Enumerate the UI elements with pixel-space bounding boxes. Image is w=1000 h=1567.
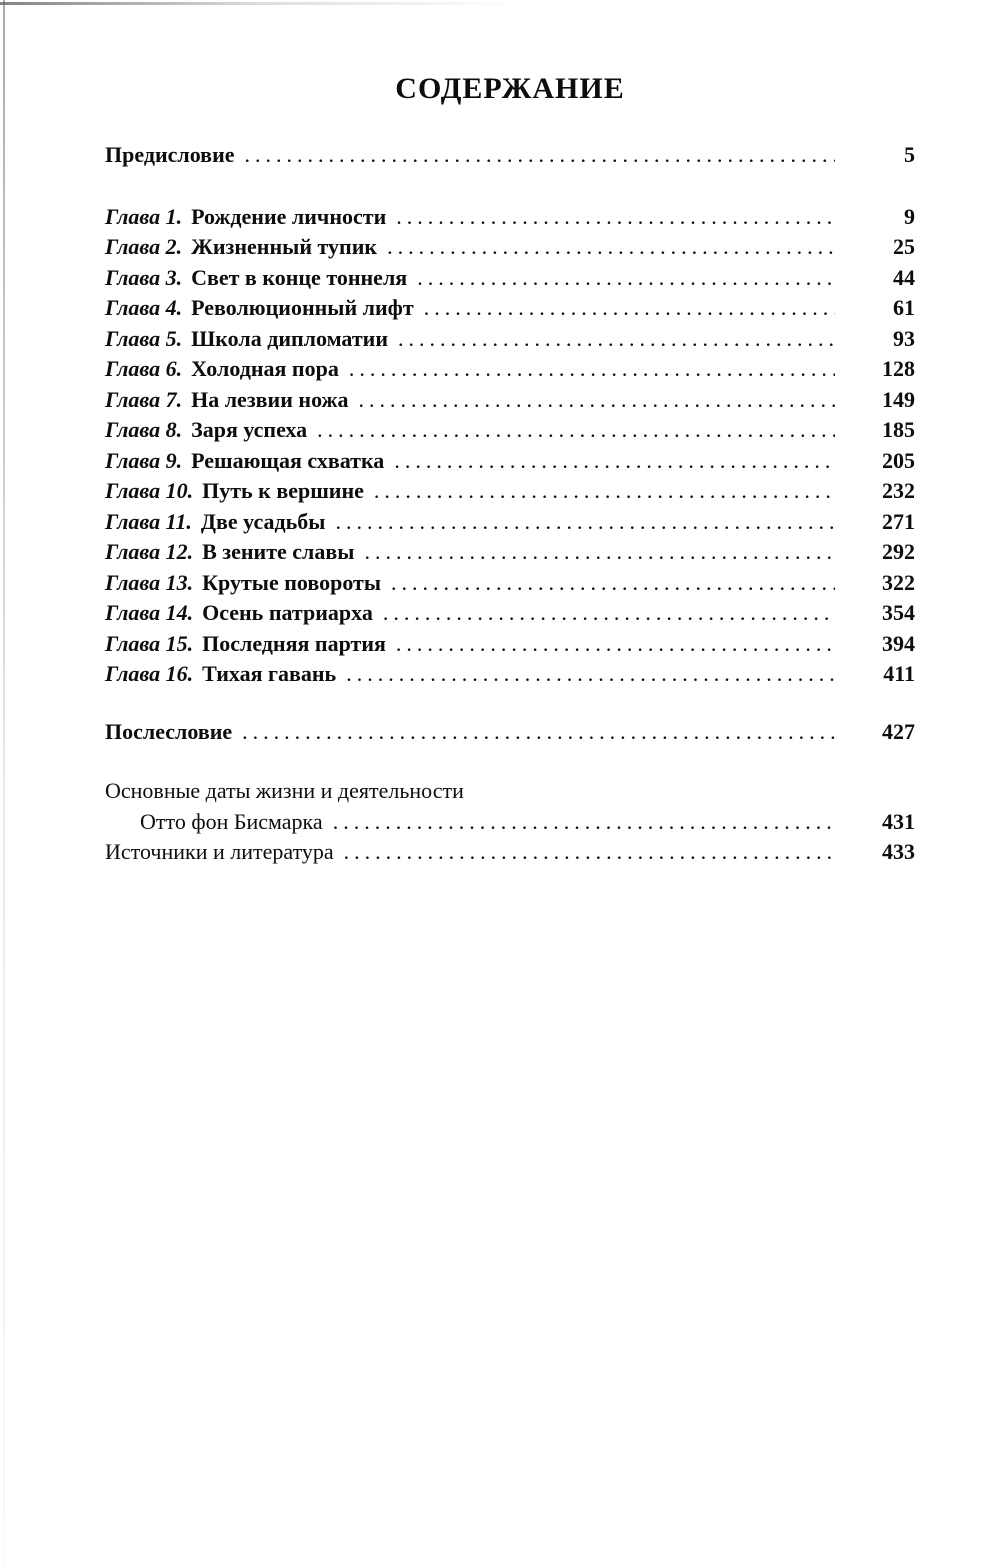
dot-leader (335, 507, 835, 538)
dot-leader (398, 324, 835, 355)
toc-preface-row (105, 140, 915, 171)
toc-chapter-row (105, 598, 915, 629)
chapter-title: Свет в конце тоннеля (191, 264, 408, 290)
dot-leader (317, 415, 835, 446)
page-number: 185 (882, 417, 915, 442)
toc-chapter-row (105, 568, 915, 599)
appendix-sources-label: Источники и литература (105, 839, 334, 864)
dot-leader (333, 807, 835, 838)
dot-leader (394, 446, 835, 477)
page-number: 205 (882, 447, 915, 473)
page-number: 128 (882, 356, 915, 381)
dot-leader (396, 629, 835, 660)
chapter-title: Тихая гавань (202, 661, 337, 686)
toc-chapter-row (105, 263, 915, 294)
page-number: 411 (883, 661, 915, 686)
dot-leader (383, 598, 835, 629)
toc-chapter-row (105, 202, 915, 233)
page-number: 431 (882, 808, 915, 834)
scan-edge-artifact-left (3, 0, 5, 1567)
chapter-title: Две усадьбы (200, 508, 326, 534)
chapter-title: Осень патриарха (202, 600, 373, 625)
toc-chapter-row (105, 415, 915, 446)
toc-chapter-row (105, 354, 915, 385)
page-number: 232 (882, 478, 915, 503)
dot-leader (387, 232, 835, 263)
toc-title: СОДЕРЖАНИЕ (395, 72, 625, 105)
appendix-dates-line1: Основные даты жизни и деятельности (105, 778, 464, 803)
chapter-prefix: Глава 1. (105, 203, 183, 229)
chapter-title: Жизненный тупик (191, 234, 378, 259)
chapter-prefix: Глава 12. (105, 539, 194, 564)
dot-leader (245, 140, 835, 171)
page-number: 5 (904, 142, 915, 167)
chapter-prefix: Глава 13. (105, 569, 194, 595)
page-number: 44 (893, 264, 915, 290)
chapter-title: Холодная пора (191, 356, 339, 381)
dot-leader (358, 385, 835, 416)
chapter-title: Школа дипломатии (191, 325, 389, 351)
toc-chapter-row (105, 385, 915, 416)
appendix-dates-row (105, 807, 915, 838)
chapter-title: Революционный лифт (191, 295, 414, 320)
chapter-prefix: Глава 3. (105, 264, 183, 290)
toc-chapter-list (105, 202, 915, 690)
dot-leader (242, 717, 835, 748)
chapter-prefix: Глава 11. (105, 508, 192, 534)
chapter-title: В зените славы (202, 539, 355, 564)
dot-leader (344, 837, 835, 868)
chapter-title: На лезвии ножа (191, 386, 349, 412)
toc-chapter-row (105, 324, 915, 355)
dot-leader (391, 568, 835, 599)
dot-leader (364, 537, 835, 568)
chapter-title: Последняя партия (202, 630, 386, 656)
afterword-label: Послесловие (105, 718, 233, 744)
page-number: 433 (882, 839, 915, 864)
page-number: 292 (882, 539, 915, 564)
page-number: 61 (893, 295, 915, 320)
toc-chapter-row (105, 232, 915, 263)
toc-chapter-row (105, 476, 915, 507)
chapter-title: Путь к вершине (202, 478, 364, 503)
appendix-sources-row (105, 837, 915, 868)
chapter-prefix: Глава 9. (105, 447, 183, 473)
toc-chapter-row (105, 629, 915, 660)
page-number: 354 (882, 600, 915, 625)
chapter-prefix: Глава 16. (105, 661, 194, 686)
toc-chapter-row (105, 537, 915, 568)
toc-chapter-row (105, 446, 915, 477)
chapter-prefix: Глава 15. (105, 630, 194, 656)
chapter-title: Решающая схватка (191, 447, 385, 473)
chapter-prefix: Глава 14. (105, 600, 194, 625)
dot-leader (374, 476, 835, 507)
appendix-dates-line2: Отто фон Бисмарка (140, 808, 323, 834)
toc-appendix (105, 776, 915, 868)
dot-leader (417, 263, 835, 294)
toc-chapter-row (105, 507, 915, 538)
preface-label: Предисловие (105, 142, 235, 167)
page-number: 271 (882, 508, 915, 534)
dot-leader (396, 202, 835, 233)
dot-leader (424, 293, 835, 324)
scan-edge-artifact-top (0, 2, 520, 5)
chapter-prefix: Глава 2. (105, 234, 183, 259)
chapter-title: Заря успеха (191, 417, 308, 442)
page-number: 149 (882, 386, 915, 412)
chapter-prefix: Глава 7. (105, 386, 183, 412)
dot-leader (349, 354, 835, 385)
chapter-prefix: Глава 6. (105, 356, 183, 381)
page-number: 93 (893, 325, 915, 351)
page-number: 427 (882, 718, 915, 744)
dot-leader (346, 659, 835, 690)
chapter-prefix: Глава 4. (105, 295, 183, 320)
page-number: 9 (904, 203, 915, 229)
toc-afterword-row (105, 717, 915, 748)
chapter-title: Рождение личности (191, 203, 387, 229)
chapter-prefix: Глава 10. (105, 478, 194, 503)
toc-chapter-row (105, 293, 915, 324)
page-number: 394 (882, 630, 915, 656)
page-number: 322 (882, 569, 915, 595)
chapter-prefix: Глава 8. (105, 417, 183, 442)
toc-chapter-row (105, 659, 915, 690)
chapter-title: Крутые повороты (202, 569, 382, 595)
chapter-prefix: Глава 5. (105, 325, 183, 351)
page-number: 25 (893, 234, 915, 259)
